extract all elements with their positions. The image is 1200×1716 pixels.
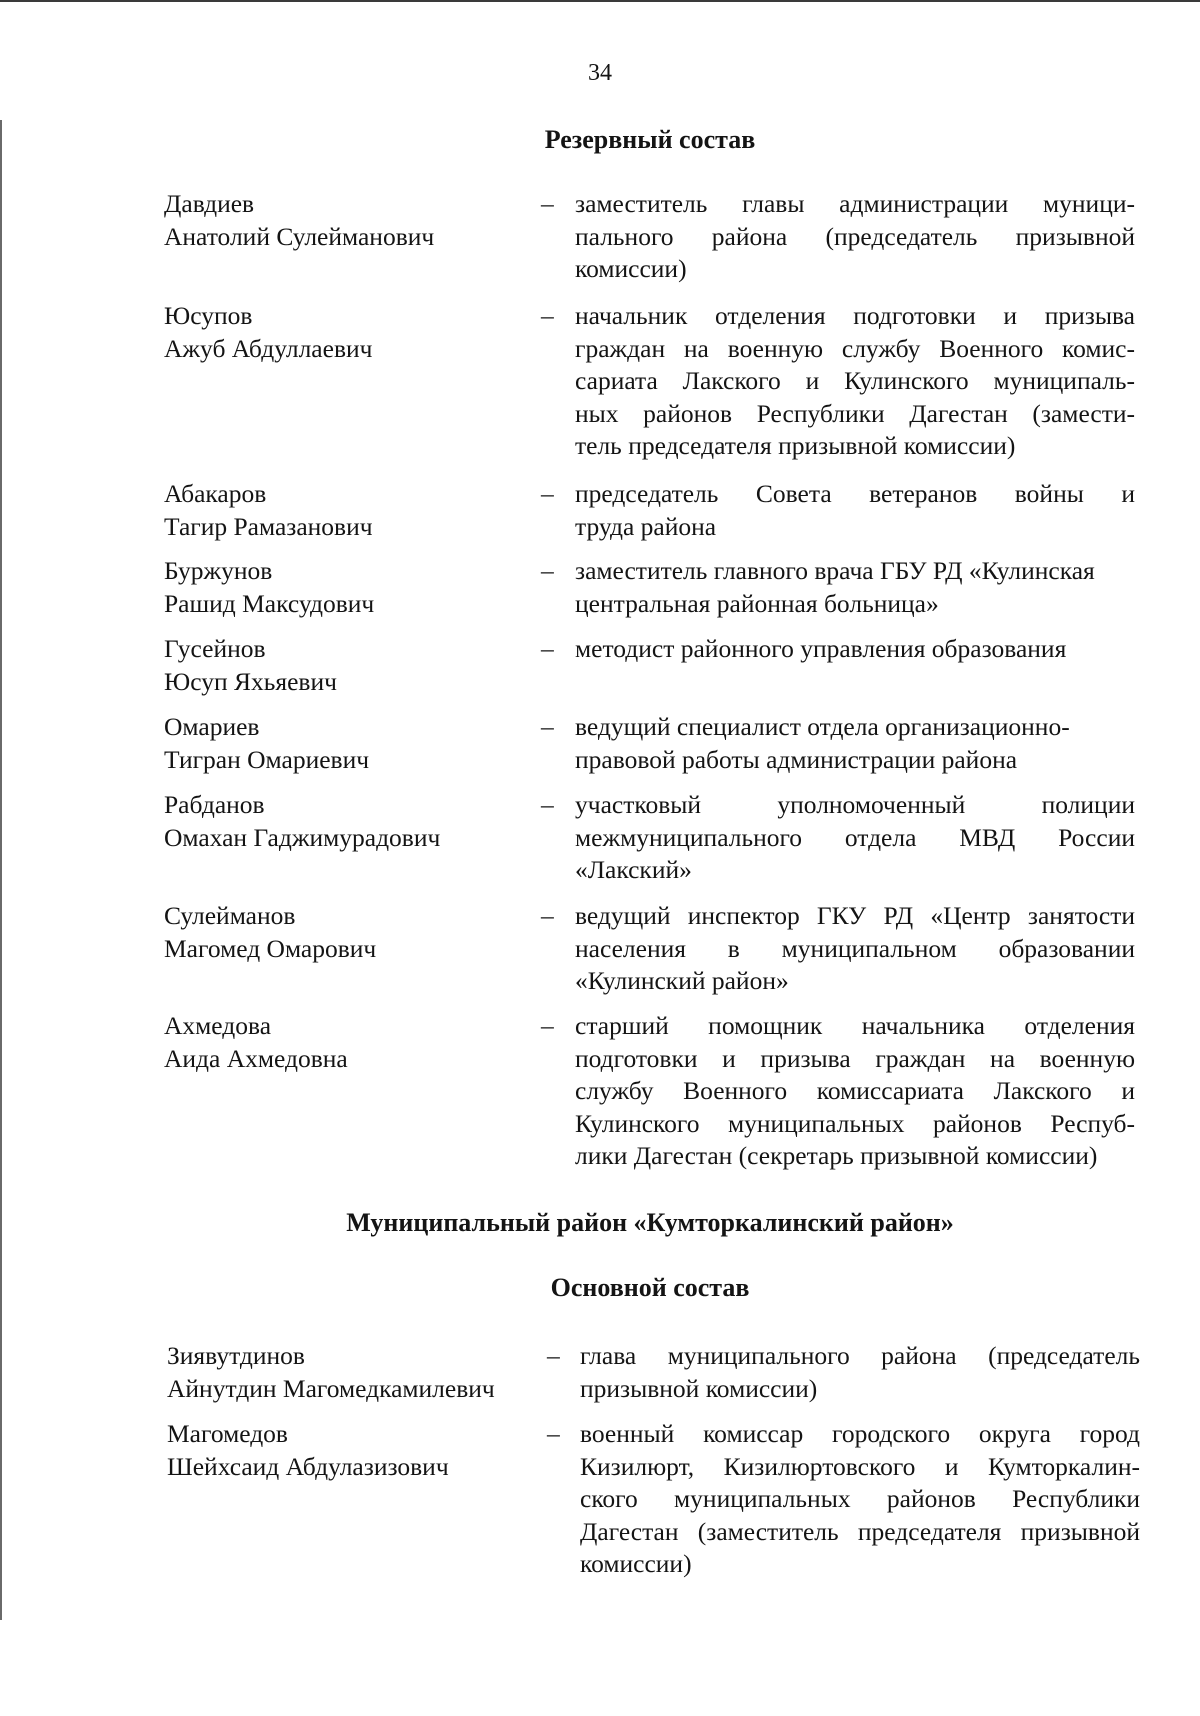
role-line: ведущий специалист отдела организационно- bbox=[575, 712, 1070, 741]
member-role bbox=[575, 188, 1135, 286]
member-role bbox=[575, 300, 1135, 463]
member-role bbox=[580, 1340, 1140, 1405]
role-line: межмуниципального отдела МВД России bbox=[575, 822, 1135, 852]
member-surname: Сулейманов bbox=[164, 901, 296, 930]
role-line: заместитель главного врача ГБУ РД «Кулинская bbox=[575, 556, 1095, 585]
role-line: ных районов Республики Дагестан (замести- bbox=[575, 398, 1135, 428]
member-given-name: Магомед Омарович bbox=[164, 933, 377, 963]
member-name bbox=[167, 1418, 537, 1483]
role-line: пального района (председатель призывной bbox=[575, 221, 1135, 251]
member-surname: Магомедов bbox=[167, 1419, 288, 1448]
role-line: тель председателя призывной комиссии) bbox=[575, 431, 1016, 460]
role-line: начальник отделения подготовки и призыва bbox=[575, 301, 1135, 330]
member-given-name: Ажуб Абдуллаевич bbox=[164, 333, 373, 363]
member-given-name: Айнутдин Магомедкамилевич bbox=[167, 1373, 495, 1403]
dash-separator: – bbox=[541, 1011, 554, 1040]
role-line: «Лакский» bbox=[575, 855, 692, 884]
role-line: старший помощник начальника отделения bbox=[575, 1011, 1135, 1040]
role-line: подготовки и призыва граждан на военную bbox=[575, 1043, 1135, 1073]
member-given-name: Юсуп Яхьяевич bbox=[164, 666, 337, 696]
district-heading: Муниципальный район «Кумторкалинский район» bbox=[346, 1208, 954, 1237]
role-line: Дагестан (заместитель председателя призывной bbox=[580, 1516, 1140, 1546]
member-role bbox=[575, 555, 1135, 620]
member-name bbox=[164, 300, 534, 365]
role-line: населения в муниципальном образовании bbox=[575, 933, 1135, 963]
dash-separator: – bbox=[541, 634, 554, 663]
member-given-name: Шейхсаид Абдулазизович bbox=[167, 1451, 449, 1481]
scan-edge-left bbox=[0, 120, 2, 1620]
role-line: центральная районная больница» bbox=[575, 588, 939, 618]
member-name bbox=[164, 555, 534, 620]
dash-separator: – bbox=[541, 301, 554, 330]
member-role bbox=[575, 900, 1135, 998]
member-surname: Буржунов bbox=[164, 556, 273, 585]
dash-separator: – bbox=[541, 556, 554, 585]
role-line: службу Военного комиссариата Лакского и bbox=[575, 1076, 1135, 1105]
page-number: 34 bbox=[588, 60, 612, 86]
member-surname: Зиявутдинов bbox=[167, 1341, 305, 1370]
dash-separator: – bbox=[541, 189, 554, 218]
member-surname: Омариев bbox=[164, 712, 260, 741]
member-given-name: Аида Ахмедовна bbox=[164, 1043, 348, 1073]
role-line: граждан на военную службу Военного комис- bbox=[575, 333, 1135, 363]
role-line: ведущий инспектор ГКУ РД «Центр занятости bbox=[575, 901, 1135, 930]
member-role bbox=[575, 711, 1135, 776]
dash-separator: – bbox=[547, 1419, 560, 1448]
member-name bbox=[164, 900, 534, 965]
role-line: председатель Совета ветеранов войны и bbox=[575, 479, 1135, 508]
dash-separator: – bbox=[547, 1341, 560, 1370]
member-role bbox=[575, 478, 1135, 543]
role-line: призывной комиссии) bbox=[580, 1373, 818, 1403]
member-role bbox=[575, 789, 1135, 887]
member-role bbox=[575, 1010, 1135, 1173]
role-line: труда района bbox=[575, 511, 717, 541]
member-given-name: Тагир Рамазанович bbox=[164, 511, 373, 541]
role-line: глава муниципального района (председатель bbox=[580, 1341, 1140, 1370]
role-line: Кулинского муниципальных районов Респуб- bbox=[575, 1108, 1135, 1138]
member-name bbox=[167, 1340, 537, 1405]
role-line: ского муниципальных районов Республики bbox=[580, 1484, 1140, 1513]
role-line: сариата Лакского и Кулинского муниципаль- bbox=[575, 366, 1135, 395]
role-line: правовой работы администрации района bbox=[575, 744, 1018, 774]
role-line: комиссии) bbox=[575, 254, 687, 283]
member-given-name: Анатолий Сулейманович bbox=[164, 221, 435, 251]
member-surname: Ахмедова bbox=[164, 1011, 272, 1040]
role-line: Кизилюрт, Кизилюртовского и Кумторкалин- bbox=[580, 1451, 1140, 1481]
member-given-name: Тигран Омариевич bbox=[164, 744, 370, 774]
member-name bbox=[164, 711, 534, 776]
role-line: заместитель главы администрации муници- bbox=[575, 189, 1135, 218]
role-line: «Кулинский район» bbox=[575, 966, 789, 995]
member-name bbox=[164, 188, 534, 253]
member-surname: Гусейнов bbox=[164, 634, 266, 663]
dash-separator: – bbox=[541, 901, 554, 930]
member-name bbox=[164, 789, 534, 854]
role-line: участковый уполномоченный полиции bbox=[575, 790, 1135, 819]
member-surname: Абакаров bbox=[164, 479, 267, 508]
role-line: методист районного управления образования bbox=[575, 634, 1067, 663]
main-section-heading: Основной состав bbox=[550, 1273, 750, 1302]
member-given-name: Рашид Максудович bbox=[164, 588, 375, 618]
member-role bbox=[580, 1418, 1140, 1581]
role-line: комиссии) bbox=[580, 1549, 692, 1578]
member-given-name: Омахан Гаджимурадович bbox=[164, 822, 441, 852]
dash-separator: – bbox=[541, 712, 554, 741]
dash-separator: – bbox=[541, 790, 554, 819]
scan-edge-top bbox=[0, 0, 1200, 2]
member-surname: Юсупов bbox=[164, 301, 253, 330]
member-role bbox=[575, 633, 1135, 666]
dash-separator: – bbox=[541, 479, 554, 508]
reserve-section-heading: Резервный состав bbox=[544, 125, 756, 154]
member-surname: Рабданов bbox=[164, 790, 265, 819]
member-name bbox=[164, 1010, 534, 1075]
member-name bbox=[164, 633, 534, 698]
role-line: лики Дагестан (секретарь призывной комиссии) bbox=[575, 1141, 1098, 1170]
member-surname: Давдиев bbox=[164, 189, 255, 218]
member-name bbox=[164, 478, 534, 543]
role-line: военный комиссар городского округа город bbox=[580, 1419, 1140, 1448]
